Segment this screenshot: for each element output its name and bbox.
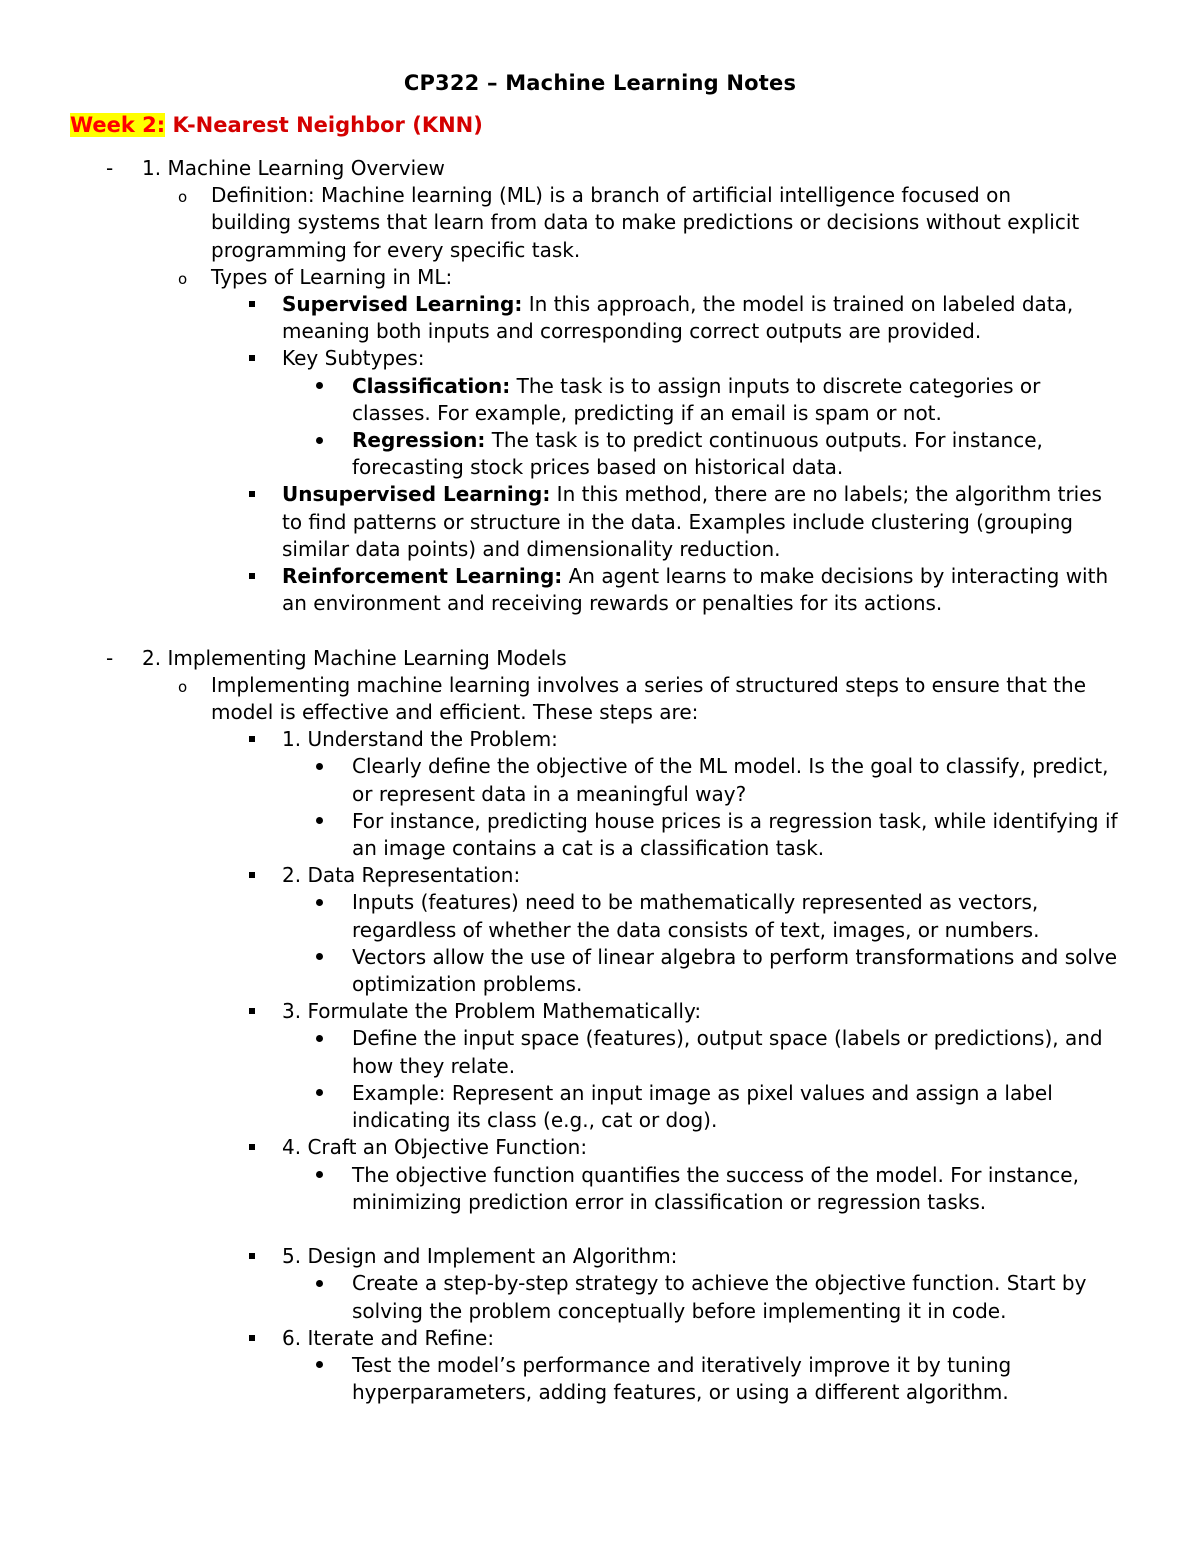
notes-body xyxy=(0,155,1200,1406)
square-bullet-icon xyxy=(249,1134,255,1161)
list-item xyxy=(0,753,1122,807)
step-point: Test the model’s performance and iteratively improve it by tuning hyperparameters, adding features, or using a different algorithm. xyxy=(352,1352,1012,1405)
list-item xyxy=(0,345,1122,372)
circle-bullet: o xyxy=(178,269,188,288)
key-subtypes-label: Key Subtypes: xyxy=(282,346,425,371)
step-point: Create a step-by-step strategy to achieve the objective function. Start by solving the problem conceptually before implementing it in code. xyxy=(352,1271,1087,1323)
week-heading xyxy=(70,112,483,139)
circle-bullet: o xyxy=(178,188,188,207)
implementation-intro: Implementing machine learning involves a series of structured steps to ensure that the model is effective and efficient. These steps are: xyxy=(211,672,1086,725)
step-label: 2. Data Representation: xyxy=(282,863,521,888)
section-heading xyxy=(0,155,1200,182)
dot-bullet-icon xyxy=(316,1352,323,1379)
dot-bullet-icon xyxy=(316,427,323,454)
types-of-learning-heading: Types of Learning in ML: xyxy=(211,264,453,289)
step-point: The objective function quantifies the success of the model. For instance, minimizing prediction error in classification or regression tasks. xyxy=(352,1162,1079,1214)
list-item xyxy=(0,944,1122,998)
dot-bullet-icon xyxy=(316,1080,323,1107)
supervised-term: Supervised Learning: xyxy=(282,292,523,317)
square-bullet-icon xyxy=(249,726,255,753)
list-item xyxy=(0,1080,1122,1134)
list-item xyxy=(0,373,1122,427)
classification-term: Classification: xyxy=(352,373,511,398)
step-point: Inputs (features) need to be mathematically represented as vectors, regardless of whether the data consists of text, images, or numbers. xyxy=(352,890,1040,942)
step-point: For instance, predicting house prices is a regression task, while identifying if an image contains a cat is a classification task. xyxy=(352,808,1118,861)
step-label: 3. Formulate the Problem Mathematically: xyxy=(282,999,702,1024)
step-label: 5. Design and Implement an Algorithm: xyxy=(282,1244,678,1269)
document-title: CP322 – Machine Learning Notes xyxy=(403,71,797,95)
dot-bullet-icon xyxy=(316,889,323,916)
list-item xyxy=(0,998,1122,1025)
regression-text: The task is to predict continuous outputs. For instance, forecasting stock prices based on historical data. xyxy=(352,428,1043,480)
step-point: Vectors allow the use of linear algebra to perform transformations and solve optimization problems. xyxy=(352,944,1118,997)
list-item xyxy=(0,672,1091,726)
square-bullet-icon xyxy=(249,998,255,1025)
week-label: Week 2: xyxy=(70,113,166,137)
dot-bullet-icon xyxy=(316,808,323,835)
square-bullet-icon xyxy=(249,563,255,590)
list-item xyxy=(0,1270,1122,1324)
list-item xyxy=(0,726,1122,753)
unsupervised-text: In this method, there are no labels; the algorithm tries to find patterns or structure in the data. Examples include clustering (grouping similar data points) and dimensionality reduction. xyxy=(282,482,1102,561)
list-item xyxy=(0,1325,1122,1352)
step-point: Clearly define the objective of the ML model. Is the goal to classify, predict, or represent data in a meaningful way? xyxy=(352,754,1109,806)
blank-line xyxy=(0,617,1200,644)
section-2-heading: 2. Implementing Machine Learning Models xyxy=(142,645,567,670)
supervised-text: In this approach, the model is trained on labeled data, meaning both inputs and corresponding correct outputs are provided. xyxy=(282,292,1074,344)
step-label: 1. Understand the Problem: xyxy=(282,727,558,752)
list-item xyxy=(0,889,1122,943)
reinforcement-text: An agent learns to make decisions by interacting with an environment and receiving rewards or penalties for its actions. xyxy=(282,564,1109,616)
dot-bullet-icon xyxy=(316,944,323,971)
week-topic: K-Nearest Neighbor (KNN) xyxy=(165,113,483,137)
square-bullet-icon xyxy=(249,1243,255,1270)
dash-bullet: - xyxy=(106,156,114,180)
classification-text: The task is to assign inputs to discrete categories or classes. For example, predicting if an email is spam or not. xyxy=(352,373,1041,425)
list-item xyxy=(0,264,1091,291)
list-item xyxy=(0,1162,1122,1216)
square-bullet-icon xyxy=(249,862,255,889)
dot-bullet-icon xyxy=(316,1270,323,1297)
section-1-heading: 1. Machine Learning Overview xyxy=(142,156,445,180)
section-heading xyxy=(0,645,1200,672)
square-bullet-icon xyxy=(249,1325,255,1352)
list-item xyxy=(0,1025,1122,1079)
unsupervised-term: Unsupervised Learning: xyxy=(282,482,551,507)
reinforcement-term: Reinforcement Learning: xyxy=(282,564,563,589)
step-point: Define the input space (features), output space (labels or predictions), and how they relate. xyxy=(352,1026,1103,1078)
ml-definition: Definition: Machine learning (ML) is a branch of artificial intelligence focused on building systems that learn from data to make predictions or decisions without explicit programming for every specific task. xyxy=(211,183,1080,262)
list-item xyxy=(0,481,1122,563)
dot-bullet-icon xyxy=(316,1162,323,1189)
regression-term: Regression: xyxy=(352,428,486,453)
dash-bullet: - xyxy=(106,645,114,670)
step-label: 6. Iterate and Refine: xyxy=(282,1325,495,1350)
list-item xyxy=(0,563,1122,617)
square-bullet-icon xyxy=(249,291,255,318)
list-item xyxy=(0,182,1091,264)
step-label: 4. Craft an Objective Function: xyxy=(282,1135,588,1160)
square-bullet-icon xyxy=(249,481,255,508)
list-item xyxy=(0,1352,1122,1406)
step-point: Example: Represent an input image as pixel values and assign a label indicating its class (e.g., cat or dog). xyxy=(352,1080,1053,1133)
list-item xyxy=(0,808,1122,862)
list-item xyxy=(0,1134,1122,1161)
square-bullet-icon xyxy=(249,345,255,372)
dot-bullet-icon xyxy=(316,1025,323,1052)
list-item xyxy=(0,1243,1122,1270)
list-item xyxy=(0,291,1122,345)
list-item xyxy=(0,427,1122,481)
list-item xyxy=(0,862,1122,889)
dot-bullet-icon xyxy=(316,373,323,400)
blank-line xyxy=(0,1216,1200,1243)
circle-bullet: o xyxy=(178,677,188,696)
dot-bullet-icon xyxy=(316,753,323,780)
